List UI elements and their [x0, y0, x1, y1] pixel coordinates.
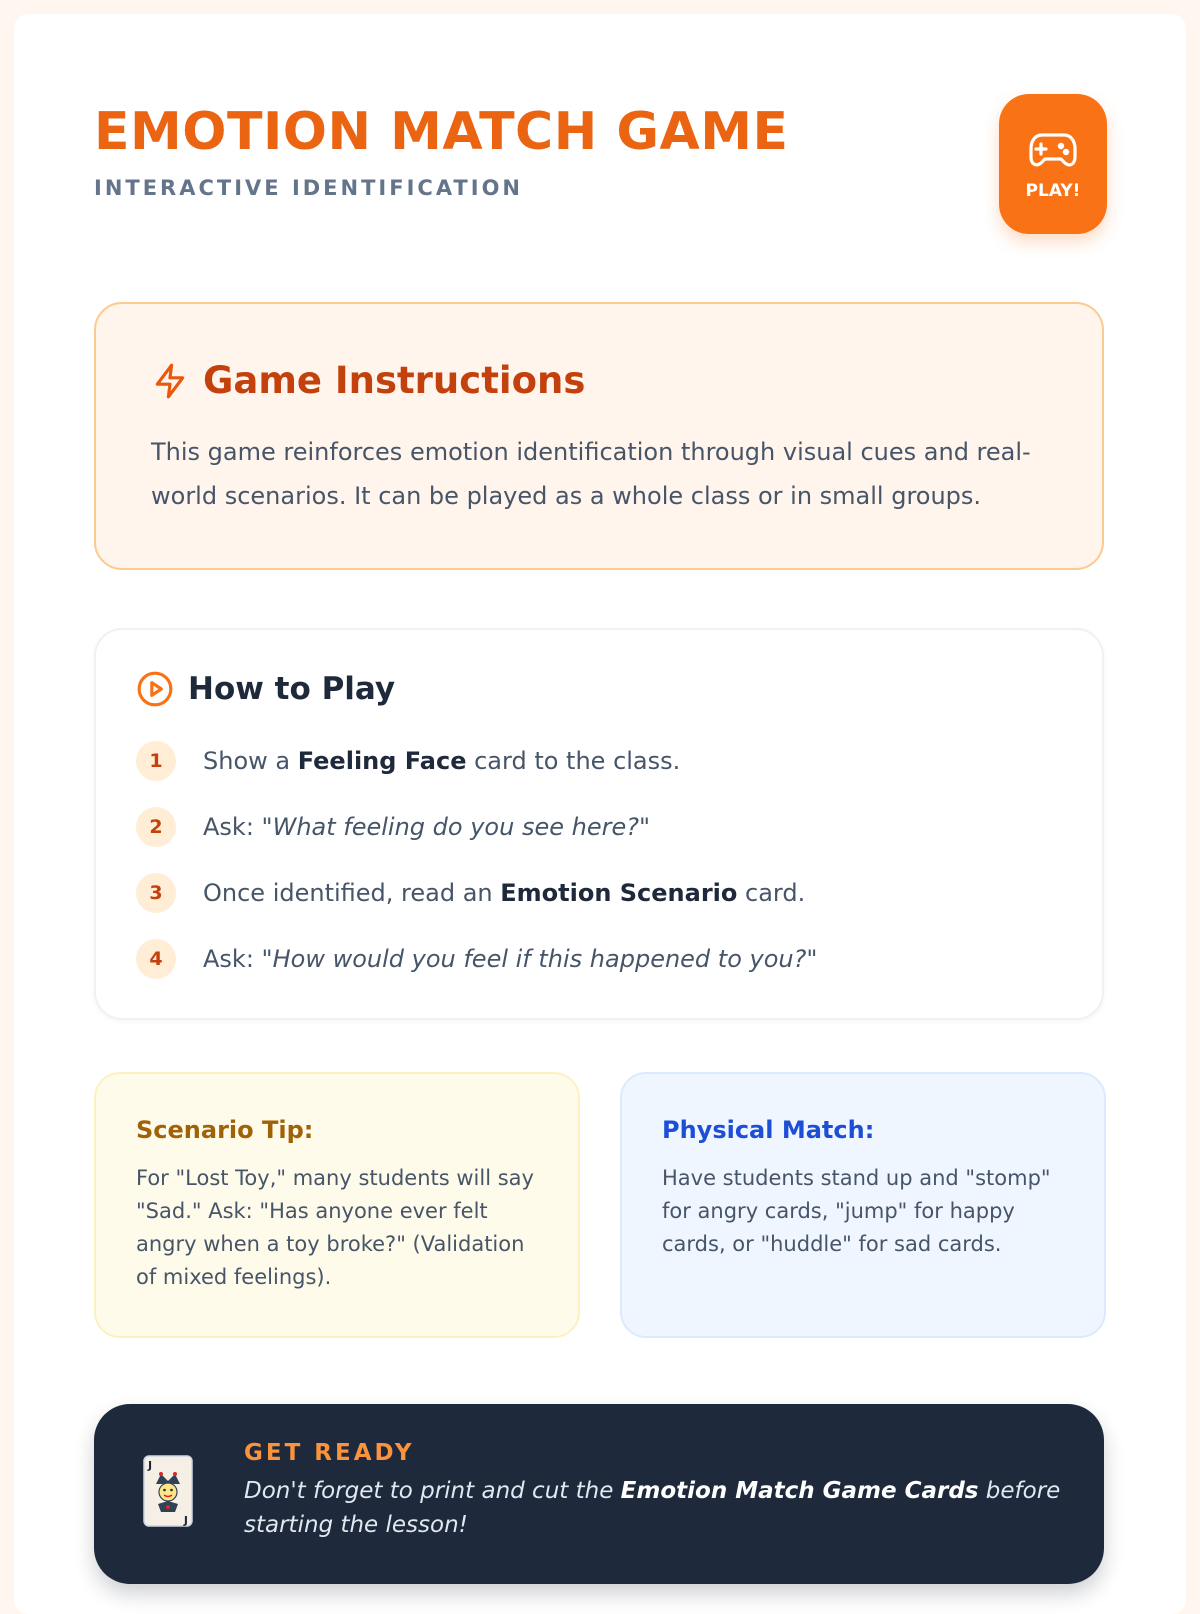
game-instructions-body: This game reinforces emotion identification through visual cues and real-world scenarios. It can be played as a whole class or in small groups.	[151, 438, 1031, 510]
step-item	[136, 794, 1062, 860]
svg-text:J: J	[183, 1514, 188, 1527]
step-number: 2	[136, 807, 176, 847]
page-container	[14, 14, 1186, 1614]
physical-match-body: Have students stand up and "stomp" for angry cards, "jump" for happy cards, or "huddle" for sad cards.	[662, 1166, 1051, 1256]
game-instructions-title: Game Instructions	[203, 359, 586, 402]
step-text: Show a Feeling Face card to the class.	[203, 747, 681, 775]
physical-match-heading: Physical Match:	[662, 1116, 875, 1144]
how-to-play-heading	[136, 670, 1062, 708]
physical-match-card	[620, 1072, 1106, 1338]
step-item	[136, 728, 1062, 794]
step-number: 3	[136, 873, 176, 913]
play-circle-icon	[136, 670, 174, 708]
page-subtitle: INTERACTIVE IDENTIFICATION	[94, 176, 524, 200]
play-button-label: PLAY!	[1025, 181, 1081, 201]
game-instructions-heading	[151, 359, 1047, 402]
play-button[interactable]	[999, 94, 1107, 234]
lightning-icon	[151, 362, 189, 400]
svg-text:J: J	[148, 1459, 153, 1472]
get-ready-banner	[94, 1404, 1104, 1584]
scenario-tip-heading: Scenario Tip:	[136, 1116, 314, 1144]
page-title: EMOTION MATCH GAME	[94, 102, 789, 162]
step-text: Ask: "How would you feel if this happened to you?"	[203, 945, 818, 973]
gamepad-icon	[1028, 127, 1078, 171]
step-number: 1	[136, 741, 176, 781]
step-item	[136, 926, 1062, 992]
scenario-tip-card	[94, 1072, 580, 1338]
joker-card-icon	[142, 1454, 194, 1528]
get-ready-kicker: GET READY	[244, 1440, 415, 1466]
step-text: Once identified, read an Emotion Scenario card.	[203, 879, 806, 907]
how-to-play-card	[94, 628, 1104, 1020]
get-ready-message: Don't forget to print and cut the Emotion Match Game Cards before starting the lesson!	[244, 1478, 1061, 1538]
game-instructions-card	[94, 302, 1104, 570]
step-text: Ask: "What feeling do you see here?"	[203, 813, 650, 841]
step-number: 4	[136, 939, 176, 979]
step-item	[136, 860, 1062, 926]
step-list	[136, 728, 1062, 992]
how-to-play-title: How to Play	[188, 671, 396, 707]
scenario-tip-body: For "Lost Toy," many students will say "Sad." Ask: "Has anyone ever felt angry when a toy broke?" (Validation of mixed feelings).	[136, 1166, 534, 1289]
